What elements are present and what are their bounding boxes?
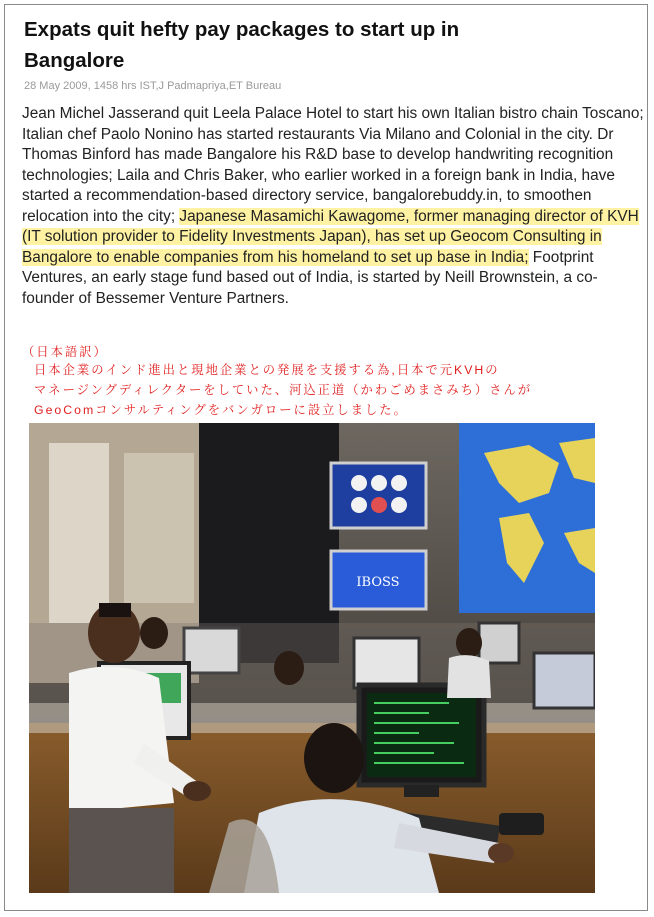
article-byline: 28 May 2009, 1458 hrs IST,J Padmapriya,ET Bureau bbox=[24, 80, 282, 92]
monitor-back-3 bbox=[479, 623, 519, 663]
monitor-back-2 bbox=[354, 638, 419, 688]
translation-label: （日本語訳） bbox=[22, 345, 108, 359]
article-body bbox=[22, 104, 644, 309]
monitor-back-1 bbox=[184, 628, 239, 673]
person-seated-head bbox=[304, 723, 364, 793]
monitor-right bbox=[534, 653, 595, 708]
body-text-outro: Footprint Ventures, an early stage fund based out of India, is started by Neill Brownstein, a co-founder of Bessemer Venture Partners. bbox=[22, 248, 598, 307]
person-standing-shirt bbox=[69, 667, 174, 813]
desk-phone bbox=[499, 813, 544, 835]
translation-line-1: 日本企業のインド進出と現地企業との発展を支援する為,日本で元KVHの bbox=[34, 363, 500, 377]
doorway bbox=[49, 443, 109, 623]
wall-screen-dashboard bbox=[331, 463, 426, 528]
body-text-intro: Jean Michel Jasserand quit Leela Palace Hotel to start his own Italian bistro chain Toscano; Italian chef Paolo Nonino has started restaurants Via Milano and Colonial in the city. Dr Thomas Binford has made Bangalore his R&D base to develop handwriting recognition technologies; Laila and Chris Baker, who earlier worked in a foreign bank in India, have started a recommendation-based directory service, bangalorebuddy.in, to smoothen relocation into the city; bbox=[22, 105, 644, 225]
body-text-highlight: Japanese Masamichi Kawagome, former managing director of KVH (IT solution provider to Fidelity Investments Japan), has set up Geocom Consulting in Bangalore to enable companies from his homeland to set up base in India; bbox=[22, 207, 639, 266]
office-photo-illustration bbox=[29, 423, 595, 893]
office-photo bbox=[29, 423, 595, 893]
article-headline: Expats quit hefty pay packages to start up in Bangalore bbox=[24, 18, 460, 72]
translation-line-3: GeoComコンサルティングをバンガローに設立しました。 bbox=[34, 403, 408, 417]
wall-screen-logo-text: IBOSS bbox=[356, 575, 400, 590]
translation-line-2: マネージングディレクターをしていた、河込正道（かわごめまさみち）さんが bbox=[34, 383, 533, 397]
